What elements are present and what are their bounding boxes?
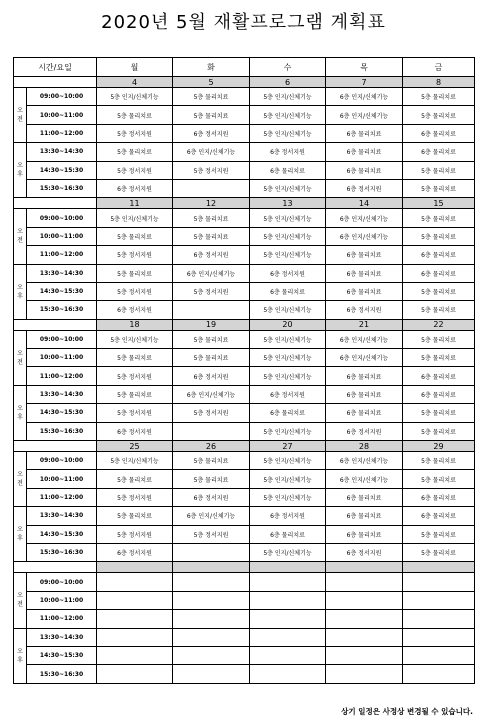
time-label: 11:00~12:00 xyxy=(27,246,97,264)
time-label: 13:30~14:30 xyxy=(27,264,97,282)
program-cell: 6층 정서지원 xyxy=(326,422,403,440)
program-cell: 5층 물리치료 xyxy=(173,470,250,488)
time-label: 15:30~16:30 xyxy=(27,422,97,440)
program-cell: 6층 인지/신체기능 xyxy=(326,470,403,488)
date-row-spacer xyxy=(14,441,97,452)
program-cell: 5층 정서지원 xyxy=(97,246,173,264)
date-cell: 15 xyxy=(403,198,475,209)
pm-label xyxy=(14,507,27,562)
ampm-char: 전 xyxy=(17,116,23,124)
program-cell xyxy=(250,610,326,628)
program-cell: 5층 물리치료 xyxy=(97,349,173,367)
day-header-mon: 월 xyxy=(97,58,173,77)
am-label xyxy=(14,330,27,385)
program-cell: 5층 물리치료 xyxy=(97,264,173,282)
page-title: 2020년 5월 재활프로그램 계획표 xyxy=(101,12,386,33)
date-cell: 13 xyxy=(250,198,326,209)
pm-label xyxy=(14,264,27,319)
time-label: 10:00~11:00 xyxy=(27,470,97,488)
corner-label: 시간/요일 xyxy=(14,58,97,77)
time-label: 11:00~12:00 xyxy=(27,610,97,628)
time-slot-row xyxy=(14,452,475,470)
am-label xyxy=(14,452,27,507)
ampm-char: 전 xyxy=(17,358,23,366)
program-cell: 6층 인지/신체기능 xyxy=(173,507,250,525)
time-label: 09:00~10:00 xyxy=(27,209,97,227)
program-cell: 5층 인지/신체기능 xyxy=(97,330,173,348)
program-cell: 5층 물리치료 xyxy=(173,227,250,245)
program-cell: 6층 물리치료 xyxy=(250,282,326,300)
time-slot-row xyxy=(14,106,475,124)
am-label xyxy=(14,573,27,628)
program-cell: 6층 인지/신체기능 xyxy=(326,330,403,348)
time-label: 15:30~16:30 xyxy=(27,543,97,561)
time-label: 09:00~10:00 xyxy=(27,330,97,348)
date-cell xyxy=(403,562,475,573)
program-cell xyxy=(403,628,475,646)
ampm-char: 오 xyxy=(17,228,23,236)
program-cell: 6층 물리치료 xyxy=(326,161,403,179)
time-label: 13:30~14:30 xyxy=(27,385,97,403)
date-cell: 4 xyxy=(97,77,173,88)
date-cell: 26 xyxy=(173,441,250,452)
program-cell: 6층 정서지원 xyxy=(173,367,250,385)
program-cell xyxy=(250,591,326,609)
program-cell: 6층 물리치료 xyxy=(250,161,326,179)
time-label: 11:00~12:00 xyxy=(27,367,97,385)
program-cell: 5층 정서지원 xyxy=(97,525,173,543)
date-row-spacer xyxy=(14,198,97,209)
time-slot-row xyxy=(14,507,475,525)
program-cell: 5층 인지/신체기능 xyxy=(250,124,326,142)
date-cell: 6 xyxy=(250,77,326,88)
time-slot-row xyxy=(14,209,475,227)
ampm-char: 전 xyxy=(17,601,23,609)
program-cell: 6층 인지/신체기능 xyxy=(326,452,403,470)
program-cell xyxy=(326,665,403,683)
program-cell: 5층 물리치료 xyxy=(403,349,475,367)
program-cell: 6층 인지/신체기능 xyxy=(173,143,250,161)
program-cell: 6층 정서지원 xyxy=(250,385,326,403)
program-cell: 5층 물리치료 xyxy=(173,106,250,124)
time-label: 10:00~11:00 xyxy=(27,349,97,367)
date-cell: 14 xyxy=(326,198,403,209)
time-label: 14:30~15:30 xyxy=(27,282,97,300)
time-slot-row xyxy=(14,665,475,683)
program-cell: 5층 인지/신체기능 xyxy=(250,349,326,367)
program-cell: 5층 정서지원 xyxy=(97,488,173,506)
program-cell: 5층 정서지원 xyxy=(97,161,173,179)
header-row xyxy=(14,58,475,77)
ampm-char: 오 xyxy=(17,162,23,170)
date-cell: 21 xyxy=(326,319,403,330)
date-cell: 27 xyxy=(250,441,326,452)
date-cell: 18 xyxy=(97,319,173,330)
date-cell xyxy=(173,562,250,573)
date-cell: 12 xyxy=(173,198,250,209)
program-cell xyxy=(173,591,250,609)
time-slot-row xyxy=(14,573,475,591)
program-cell: 5층 인지/신체기능 xyxy=(97,452,173,470)
time-slot-row xyxy=(14,628,475,646)
program-cell: 6층 인지/신체기능 xyxy=(326,88,403,106)
program-cell: 5층 인지/신체기능 xyxy=(250,106,326,124)
program-cell: 5층 물리치료 xyxy=(97,227,173,245)
date-cell xyxy=(326,562,403,573)
week-date-row xyxy=(14,77,475,88)
time-slot-row xyxy=(14,282,475,300)
time-slot-row xyxy=(14,422,475,440)
program-cell xyxy=(326,591,403,609)
program-cell xyxy=(403,591,475,609)
program-cell: 5층 물리치료 xyxy=(403,525,475,543)
ampm-char: 후 xyxy=(17,413,23,421)
date-row-spacer xyxy=(14,319,97,330)
program-cell: 6층 물리치료 xyxy=(326,124,403,142)
program-cell: 5층 인지/신체기능 xyxy=(250,330,326,348)
time-slot-row xyxy=(14,264,475,282)
date-cell xyxy=(250,562,326,573)
program-cell: 5층 물리치료 xyxy=(403,282,475,300)
program-cell: 6층 인지/신체기능 xyxy=(326,227,403,245)
program-cell: 6층 정서지원 xyxy=(97,422,173,440)
program-cell xyxy=(97,665,173,683)
program-cell: 6층 물리치료 xyxy=(326,282,403,300)
program-cell: 6층 정서지원 xyxy=(250,507,326,525)
program-cell: 5층 물리치료 xyxy=(403,179,475,197)
program-cell: 6층 물리치료 xyxy=(326,367,403,385)
program-cell: 5층 인지/신체기능 xyxy=(250,301,326,319)
time-label: 13:30~14:30 xyxy=(27,143,97,161)
ampm-char: 오 xyxy=(17,404,23,412)
program-cell: 6층 물리치료 xyxy=(326,507,403,525)
time-label: 10:00~11:00 xyxy=(27,227,97,245)
program-cell xyxy=(173,179,250,197)
program-cell: 5층 물리치료 xyxy=(173,330,250,348)
footer-note: 상기 일정은 사정상 변경될 수 있습니다. xyxy=(341,707,473,716)
program-cell: 6층 정서지원 xyxy=(173,488,250,506)
time-slot-row xyxy=(14,179,475,197)
program-cell: 5층 물리치료 xyxy=(403,452,475,470)
week-date-row xyxy=(14,441,475,452)
program-cell: 5층 물리치료 xyxy=(97,470,173,488)
program-cell xyxy=(250,628,326,646)
time-label: 14:30~15:30 xyxy=(27,646,97,664)
time-label: 11:00~12:00 xyxy=(27,124,97,142)
program-cell xyxy=(403,610,475,628)
program-cell: 6층 물리치료 xyxy=(403,143,475,161)
time-label: 13:30~14:30 xyxy=(27,507,97,525)
date-cell: 20 xyxy=(250,319,326,330)
program-cell: 6층 정서지원 xyxy=(173,124,250,142)
time-slot-row xyxy=(14,646,475,664)
program-cell: 6층 인지/신체기능 xyxy=(326,209,403,227)
program-cell xyxy=(97,646,173,664)
program-cell: 5층 물리치료 xyxy=(173,349,250,367)
program-cell: 6층 물리치료 xyxy=(326,143,403,161)
time-slot-row xyxy=(14,385,475,403)
program-cell: 6층 정서지원 xyxy=(326,301,403,319)
program-cell: 6층 인지/신체기능 xyxy=(326,349,403,367)
schedule-table xyxy=(13,57,475,684)
program-cell: 5층 인지/신체기능 xyxy=(97,209,173,227)
pm-label xyxy=(14,385,27,440)
program-cell: 5층 물리치료 xyxy=(403,470,475,488)
program-cell xyxy=(250,646,326,664)
program-cell: 5층 인지/신체기능 xyxy=(250,367,326,385)
program-cell: 6층 정서지원 xyxy=(326,543,403,561)
program-cell: 5층 물리치료 xyxy=(403,422,475,440)
ampm-char: 오 xyxy=(17,471,23,479)
program-cell: 5층 인지/신체기능 xyxy=(250,88,326,106)
program-cell: 6층 물리치료 xyxy=(250,525,326,543)
week-date-row xyxy=(14,198,475,209)
program-cell: 6층 정서지원 xyxy=(97,301,173,319)
time-label: 14:30~15:30 xyxy=(27,525,97,543)
time-label: 14:30~15:30 xyxy=(27,161,97,179)
program-cell xyxy=(250,665,326,683)
program-cell: 6층 물리치료 xyxy=(326,404,403,422)
program-cell: 5층 인지/신체기능 xyxy=(250,488,326,506)
program-cell: 6층 물리치료 xyxy=(403,124,475,142)
program-cell xyxy=(97,628,173,646)
program-cell: 6층 물리치료 xyxy=(403,246,475,264)
program-cell: 6층 정서지원 xyxy=(250,264,326,282)
program-cell: 5층 정서지원 xyxy=(97,404,173,422)
time-label: 11:00~12:00 xyxy=(27,488,97,506)
program-cell: 5층 물리치료 xyxy=(173,209,250,227)
program-cell: 6층 정서지원 xyxy=(173,246,250,264)
program-cell: 5층 물리치료 xyxy=(97,385,173,403)
time-slot-row xyxy=(14,161,475,179)
program-cell: 6층 정서지원 xyxy=(250,143,326,161)
program-cell xyxy=(326,610,403,628)
time-slot-row xyxy=(14,488,475,506)
program-cell: 6층 물리치료 xyxy=(250,404,326,422)
program-cell: 5층 인지/신체기능 xyxy=(250,209,326,227)
time-slot-row xyxy=(14,349,475,367)
program-cell: 6층 인지/신체기능 xyxy=(173,264,250,282)
time-label: 09:00~10:00 xyxy=(27,573,97,591)
program-cell xyxy=(326,573,403,591)
program-cell: 5층 정서지원 xyxy=(173,525,250,543)
program-cell: 6층 물리치료 xyxy=(326,525,403,543)
time-slot-row xyxy=(14,143,475,161)
program-cell: 5층 물리치료 xyxy=(173,452,250,470)
ampm-char: 후 xyxy=(17,535,23,543)
program-cell: 5층 물리치료 xyxy=(403,301,475,319)
week-date-row xyxy=(14,562,475,573)
ampm-char: 오 xyxy=(17,107,23,115)
program-cell xyxy=(173,422,250,440)
program-cell: 5층 정서지원 xyxy=(173,161,250,179)
pm-label xyxy=(14,628,27,683)
program-cell: 5층 물리치료 xyxy=(97,106,173,124)
date-cell: 22 xyxy=(403,319,475,330)
program-cell xyxy=(173,610,250,628)
program-cell: 6층 물리치료 xyxy=(326,246,403,264)
am-label xyxy=(14,209,27,264)
time-label: 10:00~11:00 xyxy=(27,106,97,124)
ampm-char: 오 xyxy=(17,647,23,655)
program-cell: 6층 인지/신체기능 xyxy=(326,106,403,124)
time-slot-row xyxy=(14,246,475,264)
day-header-fri: 금 xyxy=(403,58,475,77)
program-cell xyxy=(173,665,250,683)
day-header-thu: 목 xyxy=(326,58,403,77)
program-cell xyxy=(403,665,475,683)
program-cell: 6층 물리치료 xyxy=(403,264,475,282)
day-header-wed: 수 xyxy=(250,58,326,77)
time-slot-row xyxy=(14,124,475,142)
date-cell: 11 xyxy=(97,198,173,209)
date-cell: 29 xyxy=(403,441,475,452)
program-cell xyxy=(173,573,250,591)
date-row-spacer xyxy=(14,562,97,573)
program-cell: 5층 물리치료 xyxy=(403,330,475,348)
date-cell xyxy=(97,562,173,573)
time-slot-row xyxy=(14,404,475,422)
program-cell: 5층 인지/신체기능 xyxy=(250,452,326,470)
program-cell: 5층 인지/신체기능 xyxy=(250,227,326,245)
date-row-spacer xyxy=(14,77,97,88)
am-label xyxy=(14,88,27,143)
program-cell: 6층 정서지원 xyxy=(97,543,173,561)
program-cell: 5층 물리치료 xyxy=(403,227,475,245)
date-cell: 8 xyxy=(403,77,475,88)
program-cell xyxy=(326,628,403,646)
ampm-char: 전 xyxy=(17,480,23,488)
program-cell: 6층 물리치료 xyxy=(403,367,475,385)
time-slot-row xyxy=(14,591,475,609)
ampm-char: 후 xyxy=(17,292,23,300)
time-slot-row xyxy=(14,610,475,628)
program-cell: 6층 정서지원 xyxy=(326,179,403,197)
date-cell: 5 xyxy=(173,77,250,88)
ampm-char: 오 xyxy=(17,526,23,534)
pm-label xyxy=(14,143,27,198)
program-cell xyxy=(173,646,250,664)
program-cell: 6층 물리치료 xyxy=(326,264,403,282)
time-label: 15:30~16:30 xyxy=(27,301,97,319)
program-cell: 5층 물리치료 xyxy=(97,507,173,525)
program-cell: 5층 인지/신체기능 xyxy=(250,470,326,488)
program-cell: 5층 인지/신체기능 xyxy=(250,179,326,197)
program-cell: 5층 물리치료 xyxy=(97,143,173,161)
program-cell xyxy=(326,646,403,664)
time-label: 13:30~14:30 xyxy=(27,628,97,646)
time-slot-row xyxy=(14,227,475,245)
ampm-char: 후 xyxy=(17,656,23,664)
program-cell: 5층 인지/신체기능 xyxy=(250,543,326,561)
program-cell xyxy=(173,543,250,561)
program-cell: 5층 물리치료 xyxy=(403,209,475,227)
program-cell: 5층 물리치료 xyxy=(403,404,475,422)
program-cell xyxy=(250,573,326,591)
time-label: 14:30~15:30 xyxy=(27,404,97,422)
ampm-char: 오 xyxy=(17,349,23,357)
ampm-char: 오 xyxy=(17,592,23,600)
program-cell: 5층 정서지원 xyxy=(97,367,173,385)
time-slot-row xyxy=(14,543,475,561)
program-cell: 5층 물리치료 xyxy=(403,88,475,106)
time-label: 15:30~16:30 xyxy=(27,665,97,683)
program-cell: 5층 정서지원 xyxy=(97,282,173,300)
time-label: 09:00~10:00 xyxy=(27,88,97,106)
ampm-char: 전 xyxy=(17,237,23,245)
time-label: 09:00~10:00 xyxy=(27,452,97,470)
program-cell xyxy=(97,610,173,628)
time-slot-row xyxy=(14,470,475,488)
program-cell: 6층 물리치료 xyxy=(403,385,475,403)
ampm-char: 오 xyxy=(17,283,23,291)
program-cell: 5층 물리치료 xyxy=(403,161,475,179)
date-cell: 25 xyxy=(97,441,173,452)
program-cell: 5층 물리치료 xyxy=(173,88,250,106)
date-cell: 7 xyxy=(326,77,403,88)
time-label: 10:00~11:00 xyxy=(27,591,97,609)
time-slot-row xyxy=(14,367,475,385)
program-cell: 5층 인지/신체기능 xyxy=(250,246,326,264)
program-cell: 6층 인지/신체기능 xyxy=(173,385,250,403)
program-cell: 5층 정서지원 xyxy=(173,404,250,422)
program-cell xyxy=(173,628,250,646)
time-slot-row xyxy=(14,88,475,106)
program-cell xyxy=(173,301,250,319)
program-cell xyxy=(403,573,475,591)
week-date-row xyxy=(14,319,475,330)
ampm-char: 후 xyxy=(17,171,23,179)
program-cell: 5층 정서지원 xyxy=(173,282,250,300)
program-cell: 5층 인지/신체기능 xyxy=(97,88,173,106)
time-label: 15:30~16:30 xyxy=(27,179,97,197)
program-cell: 5층 정서지원 xyxy=(97,124,173,142)
day-header-tue: 화 xyxy=(173,58,250,77)
time-slot-row xyxy=(14,330,475,348)
program-cell: 6층 물리치료 xyxy=(403,507,475,525)
program-cell: 6층 정서지원 xyxy=(97,179,173,197)
program-cell: 6층 물리치료 xyxy=(403,488,475,506)
program-cell: 6층 물리치료 xyxy=(326,385,403,403)
time-slot-row xyxy=(14,525,475,543)
program-cell: 5층 인지/신체기능 xyxy=(250,422,326,440)
program-cell xyxy=(97,573,173,591)
program-cell xyxy=(403,646,475,664)
date-cell: 19 xyxy=(173,319,250,330)
program-cell: 6층 물리치료 xyxy=(326,488,403,506)
date-cell: 28 xyxy=(326,441,403,452)
time-slot-row xyxy=(14,301,475,319)
program-cell: 5층 물리치료 xyxy=(403,543,475,561)
program-cell: 5층 물리치료 xyxy=(403,106,475,124)
program-cell xyxy=(97,591,173,609)
